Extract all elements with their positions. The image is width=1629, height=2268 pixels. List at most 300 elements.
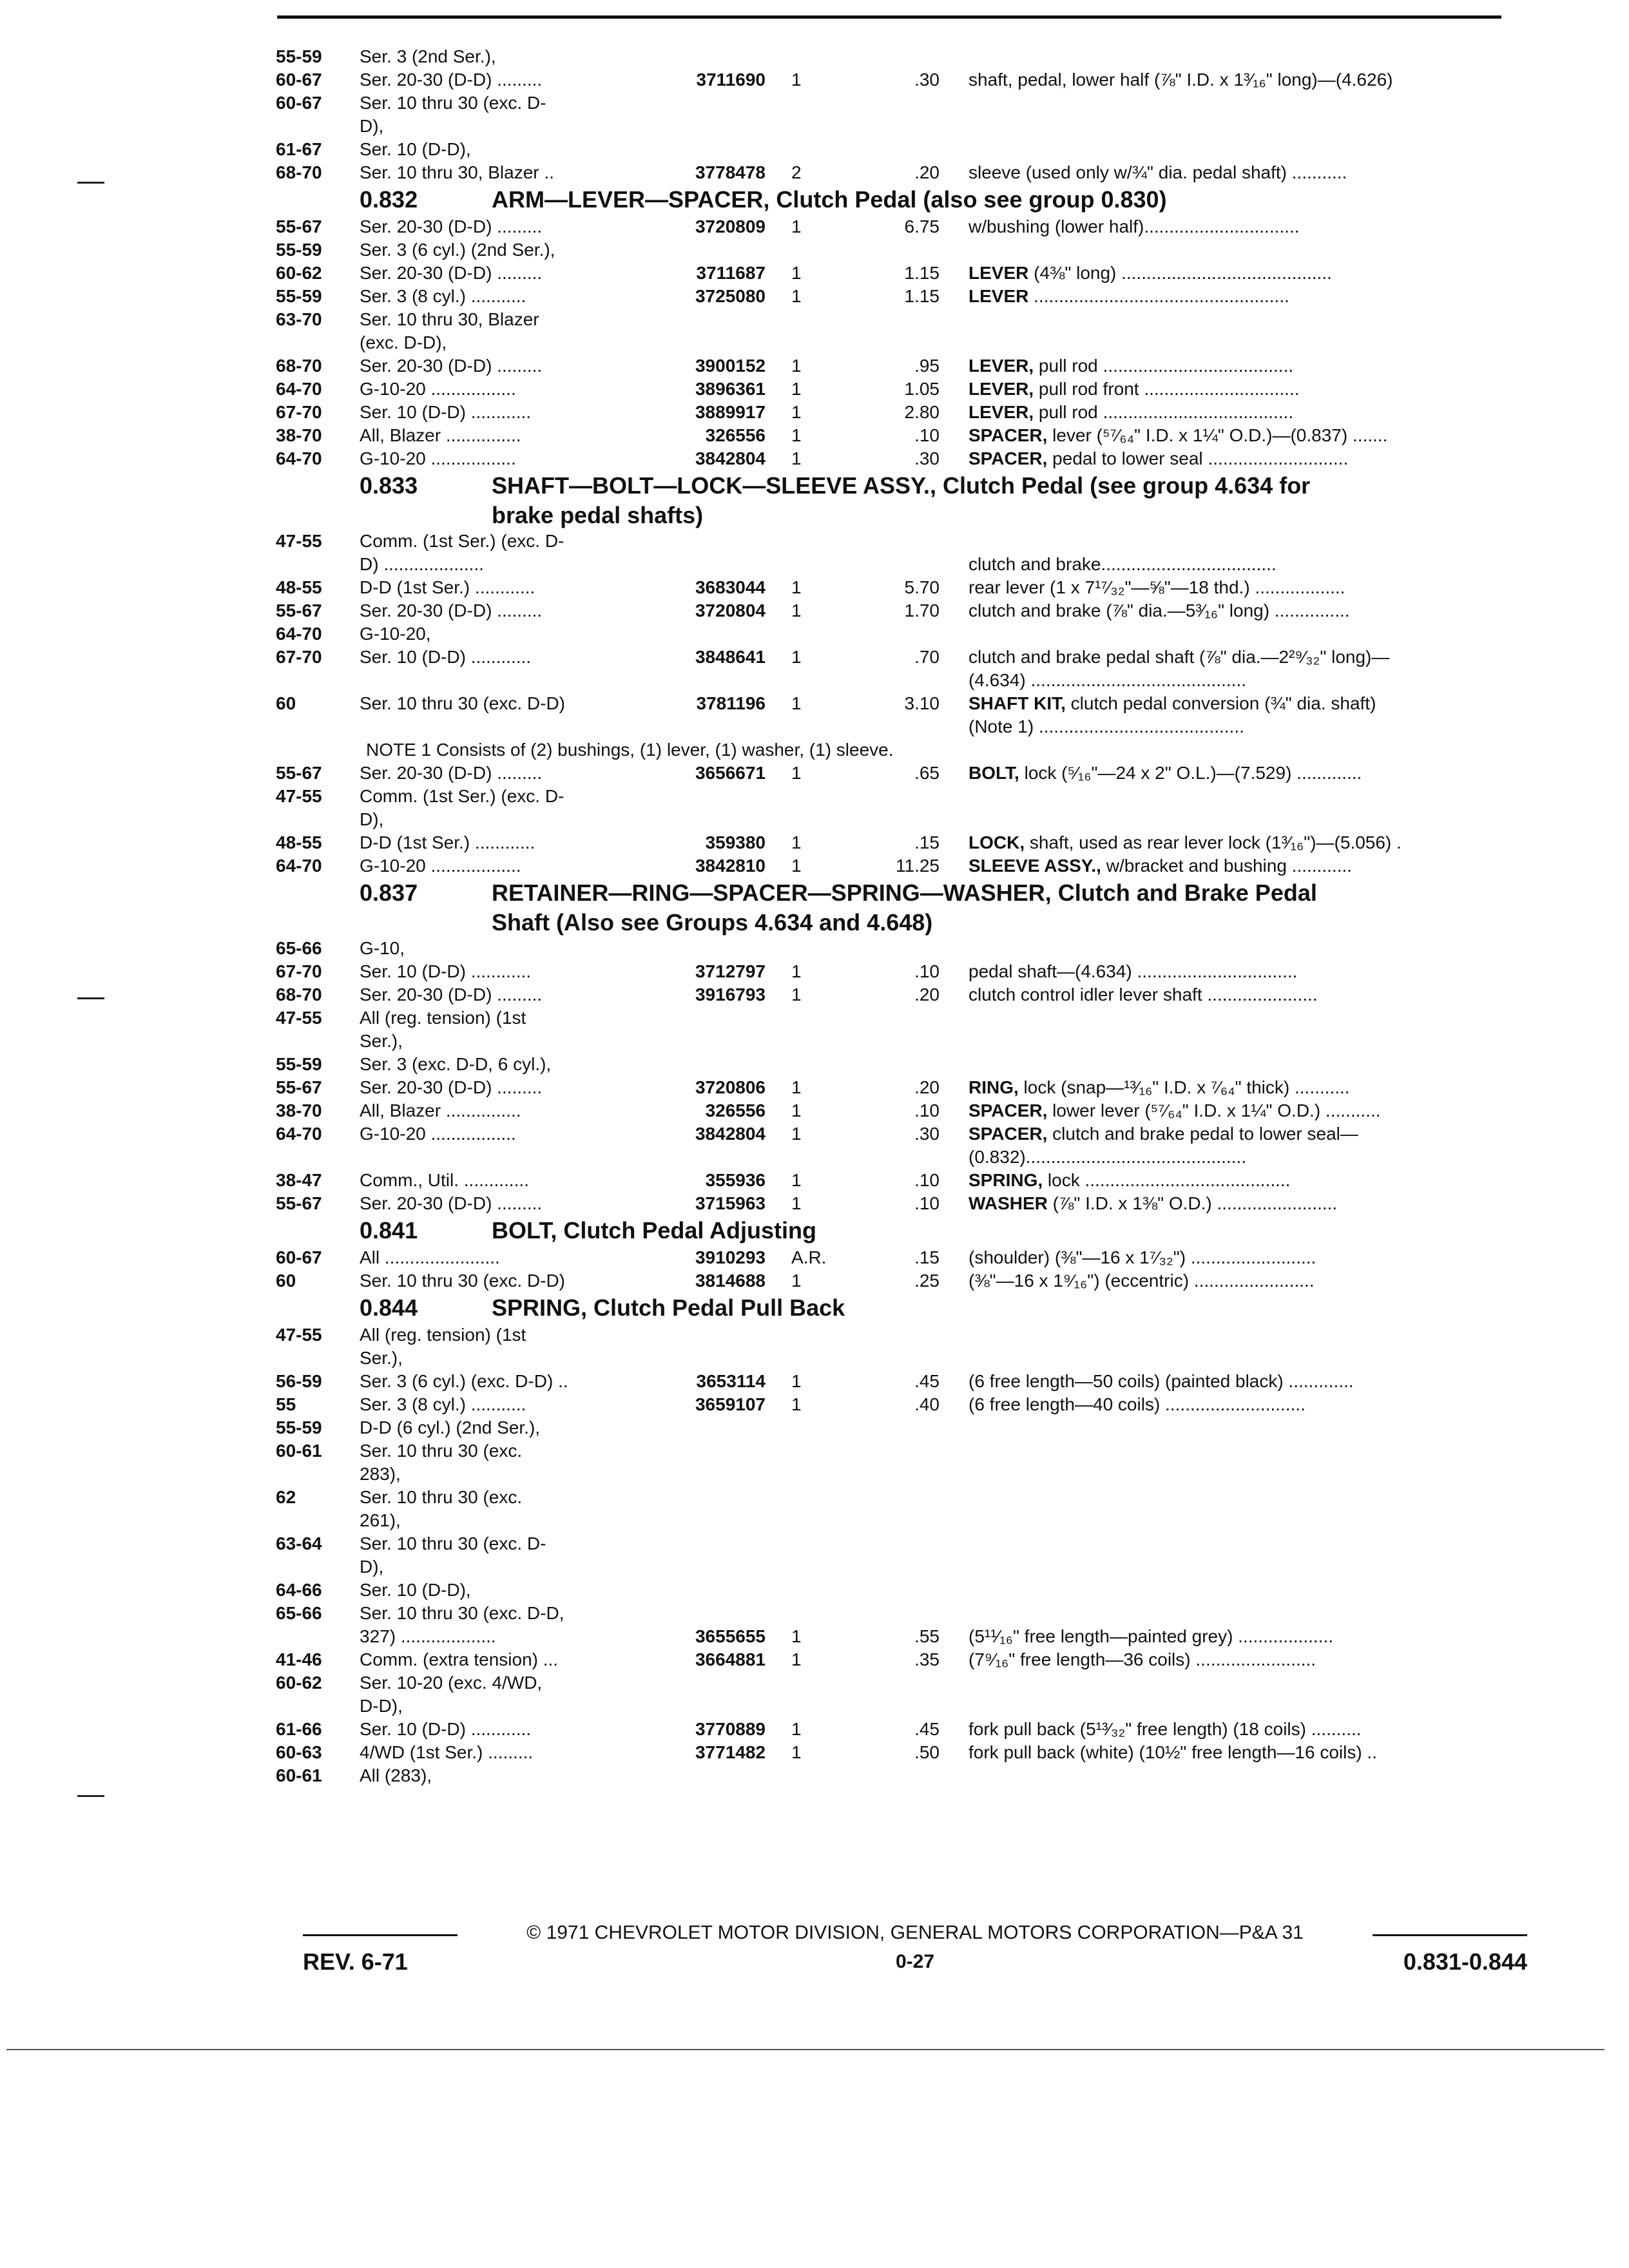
group-range: 0.831-0.844: [1403, 1948, 1527, 1975]
application: Ser. 10 thru 30 (exc. D-D): [360, 693, 566, 713]
quantity: 1: [791, 1193, 802, 1213]
model-years: 48-55: [276, 832, 322, 852]
model-years: 48-55: [276, 577, 322, 597]
price: .30: [914, 70, 940, 90]
description-keyword: SPACER,: [969, 425, 1048, 445]
part-row: [276, 1486, 1519, 1509]
price: .40: [914, 1394, 940, 1414]
description-text: (7⁹⁄₁₆" free length—36 coils) ........................: [969, 1649, 1316, 1669]
quantity: 1: [791, 263, 802, 283]
top-rule: [277, 15, 1501, 19]
description: [969, 215, 1503, 238]
part-row: [276, 354, 1519, 378]
application: Ser. 20-30 (D-D) .........: [360, 70, 543, 90]
quantity: 1: [791, 1271, 802, 1291]
description: [969, 1169, 1503, 1192]
part-row: [276, 331, 1519, 354]
description-keyword: RING,: [969, 1077, 1019, 1097]
application: Ser. 10 thru 30 (exc. D-: [360, 1533, 546, 1553]
description: [969, 285, 1503, 308]
model-years: 55-59: [276, 1054, 322, 1074]
application: Comm. (1st Ser.) (exc. D-: [360, 786, 564, 806]
quantity: 1: [791, 577, 802, 597]
quantity: 1: [791, 70, 802, 90]
part-row: [276, 1439, 1519, 1463]
group-title: ARM—LEVER—SPACER, Clutch Pedal (also see group 0.830): [492, 186, 1167, 213]
description-text: fork pull back (5¹³⁄₃₂" free length) (18 coils) ..........: [969, 1719, 1362, 1739]
part-number: 3725080: [695, 286, 766, 306]
part-row: [276, 447, 1519, 470]
group-heading: [276, 1215, 1519, 1246]
footer-info: [303, 1946, 1527, 1978]
part-number: 3900152: [695, 356, 766, 376]
part-row: [276, 68, 1519, 91]
price: .20: [914, 1077, 940, 1097]
part-row: [276, 1169, 1519, 1192]
description-text: rear lever (1 x 7¹⁷⁄₃₂"—⅝"—18 thd.) ..................: [969, 577, 1345, 597]
part-row: [276, 45, 1519, 68]
application: Ser. 3 (exc. D-D, 6 cyl.),: [360, 1054, 552, 1074]
group-heading: [276, 878, 1519, 908]
part-row: [276, 692, 1519, 715]
description: [969, 1648, 1503, 1671]
model-years: 64-70: [276, 624, 322, 644]
application: D) ....................: [360, 554, 484, 574]
description: [969, 599, 1503, 622]
part-number: 3720809: [695, 216, 766, 236]
description: [969, 831, 1503, 854]
application: 327) ...................: [360, 1626, 496, 1646]
price: .10: [914, 1193, 940, 1213]
description: [969, 646, 1503, 669]
application: Ser. 20-30 (D-D) .........: [360, 985, 543, 1004]
part-number: 3771482: [695, 1742, 766, 1762]
part-row: [276, 1269, 1519, 1293]
model-years: 63-64: [276, 1533, 322, 1553]
model-years: 60-67: [276, 70, 322, 90]
price: 2.80: [904, 402, 940, 422]
part-row: [276, 1741, 1519, 1764]
application: Ser. 10-20 (exc. 4/WD,: [360, 1673, 543, 1693]
description-keyword: LEVER,: [969, 356, 1034, 376]
model-years: 38-70: [276, 425, 322, 445]
part-number: 3720804: [695, 601, 766, 620]
copyright-line: [303, 1920, 1527, 1946]
application: All (reg. tension) (1st: [360, 1008, 526, 1028]
price: .45: [914, 1719, 940, 1739]
application: G-10-20,: [360, 624, 431, 644]
part-row: [276, 808, 1519, 831]
description: [969, 669, 1503, 692]
quantity: 1: [791, 763, 802, 783]
copyright-text: © 1971 CHEVROLET MOTOR DIVISION, GENERAL MOTORS CORPORATION—P&A 31: [526, 1922, 1304, 1943]
description-text: pull rod front ...............................: [1034, 379, 1300, 399]
part-row: [276, 1718, 1519, 1741]
margin-mark: [77, 997, 104, 999]
price: 5.70: [904, 577, 940, 597]
price: 1.05: [904, 379, 940, 399]
group-heading: [276, 1293, 1519, 1323]
application: G-10,: [360, 938, 405, 958]
part-number: 3711687: [696, 263, 766, 283]
price: .10: [914, 961, 940, 981]
quantity: 1: [791, 1719, 802, 1739]
application: All (reg. tension) (1st: [360, 1325, 526, 1345]
description: [969, 692, 1503, 715]
application: 261),: [360, 1510, 401, 1530]
model-years: 38-70: [276, 1100, 322, 1120]
description-keyword: SPACER,: [969, 1100, 1048, 1120]
price: 6.75: [904, 216, 940, 236]
description-keyword: WASHER: [969, 1193, 1048, 1213]
model-years: 68-70: [276, 356, 322, 376]
application: All (283),: [360, 1765, 432, 1785]
margin-mark: [77, 1795, 104, 1797]
model-years: 61-67: [276, 139, 322, 159]
part-row: [276, 762, 1519, 785]
model-years: 60-61: [276, 1765, 322, 1785]
part-row: [276, 161, 1519, 184]
description: [969, 1393, 1503, 1416]
part-row: [276, 1076, 1519, 1099]
part-row: [276, 1030, 1519, 1053]
note-text: NOTE 1 Consists of (2) bushings, (1) lever, (1) washer, (1) sleeve.: [366, 740, 894, 760]
group-number: 0.844: [360, 1294, 418, 1321]
application: Ser. 10 thru 30 (exc. D-D): [360, 1271, 566, 1291]
part-row: [276, 1764, 1519, 1787]
part-row: [276, 1671, 1519, 1695]
description-keyword: SPRING,: [969, 1170, 1043, 1190]
group-title: SHAFT—BOLT—LOCK—SLEEVE ASSY., Clutch Pedal (see group 4.634 for: [492, 472, 1311, 499]
part-number: 3659107: [695, 1394, 766, 1414]
model-years: 55-67: [276, 763, 322, 783]
part-row: [276, 1648, 1519, 1671]
part-number: 326556: [705, 1100, 766, 1120]
part-number: 3715963: [695, 1193, 766, 1213]
description: [969, 161, 1503, 184]
description-text: sleeve (used only w/¾" dia. pedal shaft) ...........: [969, 162, 1347, 182]
price: .25: [914, 1271, 940, 1291]
part-number: 3889917: [695, 402, 766, 422]
application: Comm., Util. .............: [360, 1170, 529, 1190]
part-row: [276, 576, 1519, 599]
description-keyword: LEVER,: [969, 402, 1034, 422]
description-text: (Note 1) .........................................: [969, 716, 1244, 736]
part-row: [276, 238, 1519, 262]
description-text: (6 free length—50 coils) (painted black) .............: [969, 1371, 1354, 1391]
application: All, Blazer ...............: [360, 425, 521, 445]
group-title-line2: Shaft (Also see Groups 4.634 and 4.648): [492, 909, 933, 936]
model-years: 55-67: [276, 601, 322, 620]
page-footer: [303, 1920, 1527, 1978]
part-row: [276, 1347, 1519, 1370]
model-years: 38-47: [276, 1170, 322, 1190]
description: [969, 401, 1503, 424]
quantity: 1: [791, 379, 802, 399]
application: Ser. 20-30 (D-D) .........: [360, 1193, 543, 1213]
application: Ser. 3 (6 cyl.) (exc. D-D) ..: [360, 1371, 568, 1391]
application: D),: [360, 1557, 384, 1577]
group-heading: [276, 470, 1519, 501]
model-years: 60-62: [276, 263, 322, 283]
model-years: 60-63: [276, 1742, 322, 1762]
quantity: 1: [791, 1124, 802, 1144]
part-row: [276, 285, 1519, 308]
part-row: [276, 715, 1519, 738]
part-row: [276, 854, 1519, 878]
group-number: 0.832: [360, 186, 418, 213]
part-row: [276, 831, 1519, 854]
part-row: [276, 669, 1519, 692]
model-years: 55: [276, 1394, 296, 1414]
application: D),: [360, 116, 384, 136]
application: Ser. 10 thru 30 (exc.: [360, 1441, 523, 1461]
part-row: [276, 1555, 1519, 1579]
group-number: 0.833: [360, 472, 418, 499]
quantity: 1: [791, 425, 802, 445]
application: D-D),: [360, 1696, 403, 1716]
part-number: 3683044: [695, 577, 766, 597]
description-text: w/bushing (lower half)...............................: [969, 216, 1300, 236]
part-row: [276, 1192, 1519, 1215]
description-keyword: LEVER: [969, 286, 1029, 306]
application: Ser.),: [360, 1348, 403, 1368]
part-row: [276, 378, 1519, 401]
description: [969, 447, 1503, 470]
price: 1.70: [904, 601, 940, 620]
part-number: 3896361: [695, 379, 766, 399]
part-row: [276, 1509, 1519, 1532]
description: [969, 1076, 1503, 1099]
description: [969, 762, 1503, 785]
application: Comm. (1st Ser.) (exc. D-: [360, 531, 564, 551]
model-years: 63-70: [276, 309, 322, 329]
model-years: 60-67: [276, 1247, 322, 1267]
part-number: 3781196: [696, 693, 766, 713]
quantity: 1: [791, 961, 802, 981]
description: [969, 378, 1503, 401]
description: [969, 1625, 1503, 1648]
description-text: clutch pedal conversion (¾" dia. shaft): [1065, 693, 1376, 713]
part-row: [276, 138, 1519, 161]
description-text: clutch and brake pedal shaft (⅞" dia.—2²⁹⁄₃₂" long)—: [969, 647, 1390, 667]
price: 1.15: [904, 263, 940, 283]
application: Ser. 10 (D-D) ............: [360, 647, 532, 667]
application: Ser. 10 (D-D) ............: [360, 402, 532, 422]
description-text: (4⅜" long) ..........................................: [1028, 263, 1332, 283]
part-row: [276, 1099, 1519, 1122]
part-number: 3712797: [695, 961, 766, 981]
model-years: 64-70: [276, 379, 322, 399]
part-row: [276, 1463, 1519, 1486]
quantity: 1: [791, 832, 802, 852]
part-number: 3916793: [695, 985, 766, 1004]
price: .35: [914, 1649, 940, 1669]
description-text: lock (snap—¹³⁄₁₆" I.D. x ⁷⁄₆₄" thick) ...........: [1018, 1077, 1350, 1097]
price: 3.10: [904, 693, 940, 713]
quantity: 1: [791, 1742, 802, 1762]
model-years: 68-70: [276, 162, 322, 182]
description-text: pedal shaft—(4.634) ................................: [969, 961, 1298, 981]
description: [969, 1246, 1503, 1269]
application: G-10-20 ..................: [360, 856, 521, 876]
margin-mark: [77, 182, 104, 184]
part-row: [276, 983, 1519, 1006]
part-number: 359380: [705, 832, 766, 852]
price: 11.25: [896, 856, 940, 876]
quantity: 1: [791, 1077, 802, 1097]
group-title: SPRING, Clutch Pedal Pull Back: [492, 1294, 845, 1321]
part-number: 3848641: [695, 647, 766, 667]
description: [969, 1718, 1503, 1741]
group-heading: [276, 184, 1519, 215]
description-text: shaft, used as rear lever lock (1³⁄₁₆")—(5.056) .: [1025, 832, 1402, 852]
part-row: [276, 1122, 1519, 1146]
model-years: 68-70: [276, 985, 322, 1004]
price: .65: [914, 763, 940, 783]
price: .10: [914, 1170, 940, 1190]
application: Ser.),: [360, 1031, 403, 1051]
part-number: 3664881: [695, 1649, 766, 1669]
model-years: 67-70: [276, 961, 322, 981]
model-years: 47-55: [276, 1325, 322, 1345]
quantity: 1: [791, 1649, 802, 1669]
application: Ser. 10 (D-D),: [360, 139, 471, 159]
price: .15: [914, 1247, 940, 1267]
description: [969, 354, 1503, 378]
application: 4/WD (1st Ser.) .........: [360, 1742, 534, 1762]
model-years: 64-70: [276, 448, 322, 468]
price: .10: [914, 1100, 940, 1120]
application: Ser. 20-30 (D-D) .........: [360, 763, 543, 783]
description-text: (shoulder) (⅜"—16 x 1⁷⁄₃₂") .........................: [969, 1247, 1316, 1267]
description: [969, 553, 1503, 576]
price: .20: [914, 985, 940, 1004]
quantity: 1: [791, 448, 802, 468]
application: D-D (1st Ser.) ............: [360, 577, 535, 597]
description: [969, 1192, 1503, 1215]
description: [969, 262, 1503, 285]
model-years: 60-67: [276, 93, 322, 113]
quantity: 1: [791, 693, 802, 713]
description-text: lever (⁵⁷⁄₆₄" I.D. x 1¼" O.D.)—(0.837) .......: [1047, 425, 1388, 445]
quantity: 1: [791, 1626, 802, 1646]
application: Ser. 20-30 (D-D) .........: [360, 356, 543, 376]
model-years: 64-70: [276, 1124, 322, 1144]
quantity: 1: [791, 1371, 802, 1391]
description-keyword: LEVER,: [969, 379, 1034, 399]
model-years: 65-66: [276, 1603, 322, 1623]
part-row: [276, 1370, 1519, 1393]
application: Ser. 10 thru 30 (exc. D-: [360, 93, 546, 113]
description-text: fork pull back (white) (10½" free length—16 coils) ..: [969, 1742, 1377, 1762]
part-number: 3770889: [695, 1719, 766, 1739]
description-text: pull rod ......................................: [1034, 356, 1294, 376]
description-text: ...................................................: [1028, 286, 1289, 306]
part-number: 3656671: [695, 763, 766, 783]
application: Ser. 20-30 (D-D) .........: [360, 1077, 543, 1097]
quantity: 1: [791, 356, 802, 376]
part-number: 3653114: [696, 1371, 766, 1391]
group-title: BOLT, Clutch Pedal Adjusting: [492, 1217, 816, 1244]
description-text: (6 free length—40 coils) ............................: [969, 1394, 1306, 1414]
application: G-10-20 .................: [360, 1124, 516, 1144]
description-keyword: SPACER,: [969, 448, 1048, 468]
part-row: [276, 424, 1519, 447]
price: .10: [914, 425, 940, 445]
price: .50: [914, 1742, 940, 1762]
model-years: 55-67: [276, 216, 322, 236]
description: [969, 1146, 1503, 1169]
part-number: 355936: [705, 1170, 766, 1190]
part-row: [276, 553, 1519, 576]
application: D),: [360, 809, 384, 829]
application: Comm. (extra tension) ...: [360, 1649, 559, 1669]
application: Ser. 3 (6 cyl.) (2nd Ser.),: [360, 240, 555, 260]
parts-list: [276, 45, 1519, 1787]
part-row: [276, 1625, 1519, 1648]
model-years: 55-59: [276, 240, 322, 260]
description: [969, 854, 1503, 878]
part-row: [276, 1246, 1519, 1269]
bottom-rule: [6, 2049, 1605, 2050]
quantity: 2: [791, 162, 802, 182]
quantity: 1: [791, 286, 802, 306]
description: [969, 983, 1503, 1006]
model-years: 60-62: [276, 1673, 322, 1693]
description-text: (4.634) ...........................................: [969, 670, 1247, 690]
application: G-10-20 .................: [360, 379, 516, 399]
revision-label: REV. 6-71: [303, 1948, 408, 1975]
quantity: 1: [791, 647, 802, 667]
description-keyword: BOLT,: [969, 763, 1019, 783]
description-text: pedal to lower seal ............................: [1047, 448, 1349, 468]
model-years: 65-66: [276, 938, 322, 958]
model-years: 62: [276, 1487, 296, 1507]
description-text: (⅜"—16 x 1⁹⁄₁₆") (eccentric) ........................: [969, 1271, 1315, 1291]
application: All, Blazer ...............: [360, 1100, 521, 1120]
description: [969, 1370, 1503, 1393]
description-text: pull rod ......................................: [1034, 402, 1294, 422]
description-text: (5¹¹⁄₁₆" free length—painted grey) ...................: [969, 1626, 1334, 1646]
part-row: [276, 1323, 1519, 1347]
part-number: 3814688: [695, 1271, 766, 1291]
description-keyword: SPACER,: [969, 1124, 1048, 1144]
model-years: 64-66: [276, 1580, 322, 1600]
part-row: [276, 1532, 1519, 1555]
part-number: 3655655: [695, 1626, 766, 1646]
part-row: [276, 785, 1519, 808]
part-row: [276, 1602, 1519, 1625]
description-keyword: SLEEVE ASSY.,: [969, 856, 1101, 876]
model-years: 47-55: [276, 786, 322, 806]
application: Ser. 10 thru 30, Blazer ..: [360, 162, 554, 182]
part-row: [276, 262, 1519, 285]
part-row: [276, 530, 1519, 553]
application: Ser. 20-30 (D-D) .........: [360, 601, 543, 620]
part-row: [276, 401, 1519, 424]
part-row: [276, 1006, 1519, 1030]
part-row: [276, 115, 1519, 138]
group-heading-continued: [276, 501, 1519, 530]
quantity: 1: [791, 1170, 802, 1190]
part-row: [276, 1053, 1519, 1076]
group-title-line2: brake pedal shafts): [492, 502, 704, 528]
model-years: 60-61: [276, 1441, 322, 1461]
part-row: [276, 308, 1519, 331]
application: Ser. 3 (8 cyl.) ...........: [360, 286, 526, 306]
price: 1.15: [904, 286, 940, 306]
